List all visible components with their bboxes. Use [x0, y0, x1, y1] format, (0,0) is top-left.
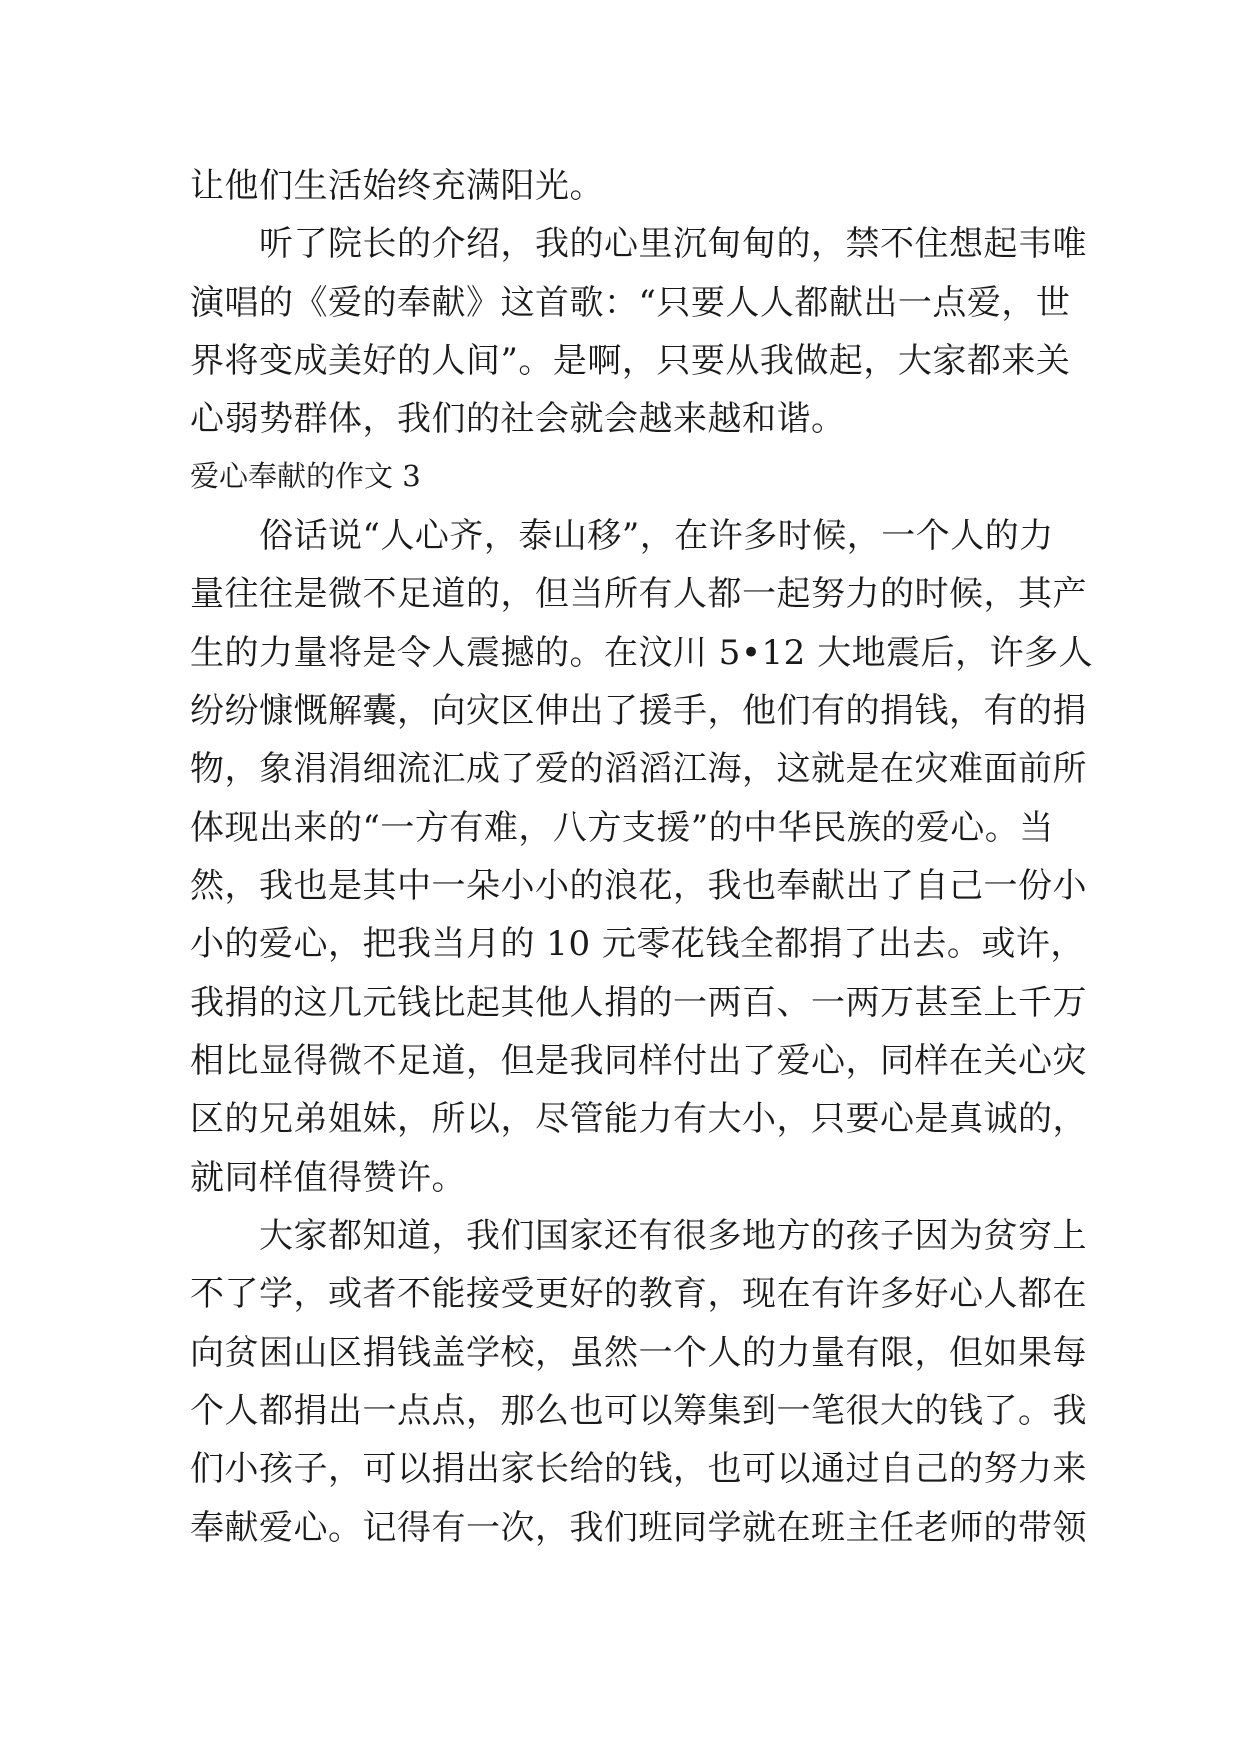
- paragraph-line: 我捐的这几元钱比起其他人捐的一两百、一两万甚至上千万: [190, 983, 1087, 1023]
- paragraph-line: 纷纷慷慨解囊，向灾区伸出了援手，他们有的捐钱，有的捐: [190, 691, 1087, 731]
- paragraph-line: 向贫困山区捐钱盖学校，虽然一个人的力量有限，但如果每: [190, 1333, 1087, 1373]
- paragraph-line: 奉献爱心。记得有一次，我们班同学就在班主任老师的带领: [190, 1508, 1087, 1548]
- paragraph-line: 让他们生活始终充满阳光。: [190, 166, 604, 206]
- paragraph-line: 个人都捐出一点点，那么也可以筹集到一笔很大的钱了。我: [190, 1391, 1087, 1431]
- paragraph-line: 演唱的《爱的奉献》这首歌：“只要人人都献出一点爱，世: [190, 283, 1071, 323]
- paragraph-line: 大家都知道，我们国家还有很多地方的孩子因为贫穷上: [190, 1216, 1087, 1256]
- paragraph-line: 小的爱心，把我当月的 10 元零花钱全都捐了出去。或许，: [190, 924, 1085, 964]
- paragraph-line: 体现出来的“一方有难，八方支援”的中华民族的爱心。当: [190, 808, 1054, 848]
- paragraph-line: 界将变成美好的人间”。是啊，只要从我做起，大家都来关: [190, 341, 1071, 381]
- paragraph-line: 区的兄弟姐妹，所以，尽管能力有大小，只要心是真诚的，: [190, 1099, 1087, 1139]
- paragraph-line: 然，我也是其中一朵小小的浪花，我也奉献出了自己一份小: [190, 866, 1087, 906]
- paragraph-line: 听了院长的介绍，我的心里沉甸甸的，禁不住想起韦唯: [190, 224, 1087, 264]
- paragraph-line: 就同样值得赞许。: [190, 1158, 466, 1198]
- paragraph-line: 量往往是微不足道的，但当所有人都一起努力的时候，其产: [190, 574, 1087, 614]
- paragraph-line: 们小孩子，可以捐出家长给的钱，也可以通过自己的努力来: [190, 1449, 1087, 1489]
- paragraph-line: 不了学，或者不能接受更好的教育，现在有许多好心人都在: [190, 1274, 1087, 1314]
- paragraph-line: 心弱势群体，我们的社会就会越来越和谐。: [190, 399, 846, 439]
- paragraph-line: 生的力量将是令人震撼的。在汶川 5•12 大地震后，许多人: [190, 633, 1094, 673]
- paragraph-line: 俗话说“人心齐，泰山移”，在许多时候，一个人的力: [190, 516, 1054, 556]
- paragraph-line: 物，象涓涓细流汇成了爱的滔滔江海，这就是在灾难面前所: [190, 749, 1087, 789]
- section-heading: 爱心奉献的作文 3: [190, 459, 421, 493]
- paragraph-line: 相比显得微不足道，但是我同样付出了爱心，同样在关心灾: [190, 1041, 1087, 1081]
